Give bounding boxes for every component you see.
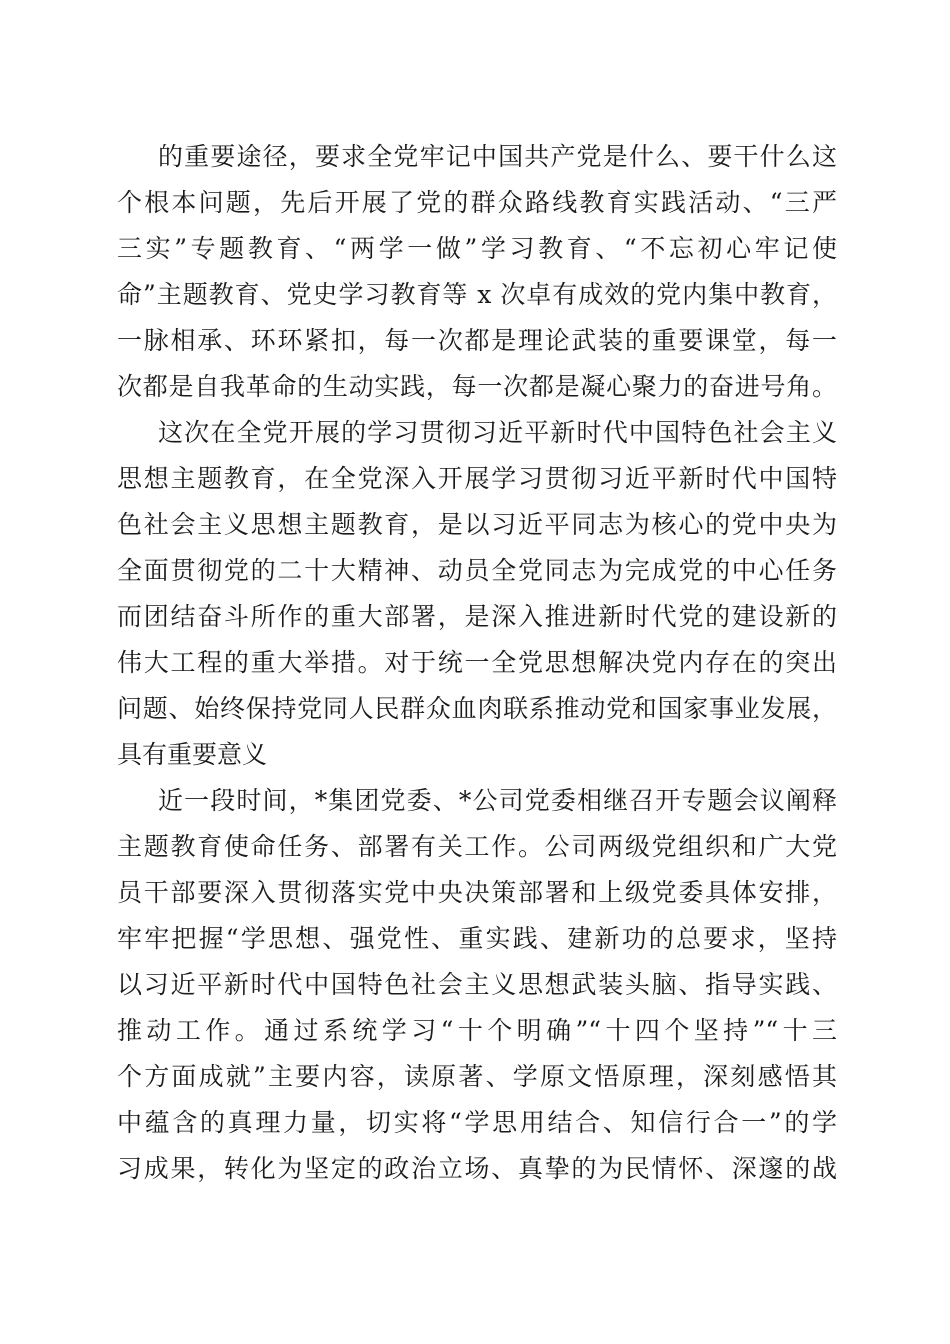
text-line: 伟大工程的重大举措。对于统一全党思想解决党内存在的突出 (117, 648, 837, 677)
text-line: 个方面成就”主要内容，读原著、学原文悟原理，深刻感悟其 (117, 1062, 837, 1091)
text-line: 这次在全党开展的学习贯彻习近平新时代中国特色社会主义 (158, 418, 837, 447)
text-line: 问题、始终保持党同人民群众血肉联系推动党和国家事业发展， (117, 694, 837, 723)
text-line: 而团结奋斗所作的重大部署，是深入推进新时代党的建设新的 (117, 602, 837, 631)
text-line: 习成果，转化为坚定的政治立场、真挚的为民情怀、深邃的战 (117, 1154, 837, 1183)
text-line: 全面贯彻党的二十大精神、动员全党同志为完成党的中心任务 (117, 556, 837, 585)
text-line: 的重要途径，要求全党牢记中国共产党是什么、要干什么这 (158, 142, 837, 171)
text-line: 近一段时间，*集团党委、*公司党委相继召开专题会议阐释 (158, 786, 837, 815)
text-line: 三实”专题教育、“两学一做”学习教育、“不忘初心牢记使 (117, 234, 837, 263)
text-line: 推动工作。通过系统学习“十个明确”“十四个坚持”“十三 (117, 1016, 837, 1045)
text-line: 思想主题教育，在全党深入开展学习贯彻习近平新时代中国特 (117, 464, 837, 493)
text-line: 主题教育使命任务、部署有关工作。公司两级党组织和广大党 (117, 832, 837, 861)
text-line: 次都是自我革命的生动实践，每一次都是凝心聚力的奋进号角。 (117, 372, 837, 401)
text-line: 员干部要深入贯彻落实党中央决策部署和上级党委具体安排， (117, 878, 837, 907)
text-line: 以习近平新时代中国特色社会主义思想武装头脑、指导实践、 (117, 970, 837, 999)
text-line: 一脉相承、环环紧扣，每一次都是理论武装的重要课堂，每一 (117, 326, 837, 355)
text-line: 中蕴含的真理力量，切实将“学思用结合、知信行合一”的学 (117, 1108, 837, 1137)
text-line: 个根本问题，先后开展了党的群众路线教育实践活动、“三严 (117, 188, 837, 217)
text-line: 色社会主义思想主题教育，是以习近平同志为核心的党中央为 (117, 510, 837, 539)
text-line: 具有重要意义 (117, 740, 268, 769)
text-line: 命”主题教育、党史学习教育等 x 次卓有成效的党内集中教育， (117, 280, 837, 309)
text-line: 牢牢把握“学思想、强党性、重实践、建新功的总要求，坚持 (117, 924, 837, 953)
